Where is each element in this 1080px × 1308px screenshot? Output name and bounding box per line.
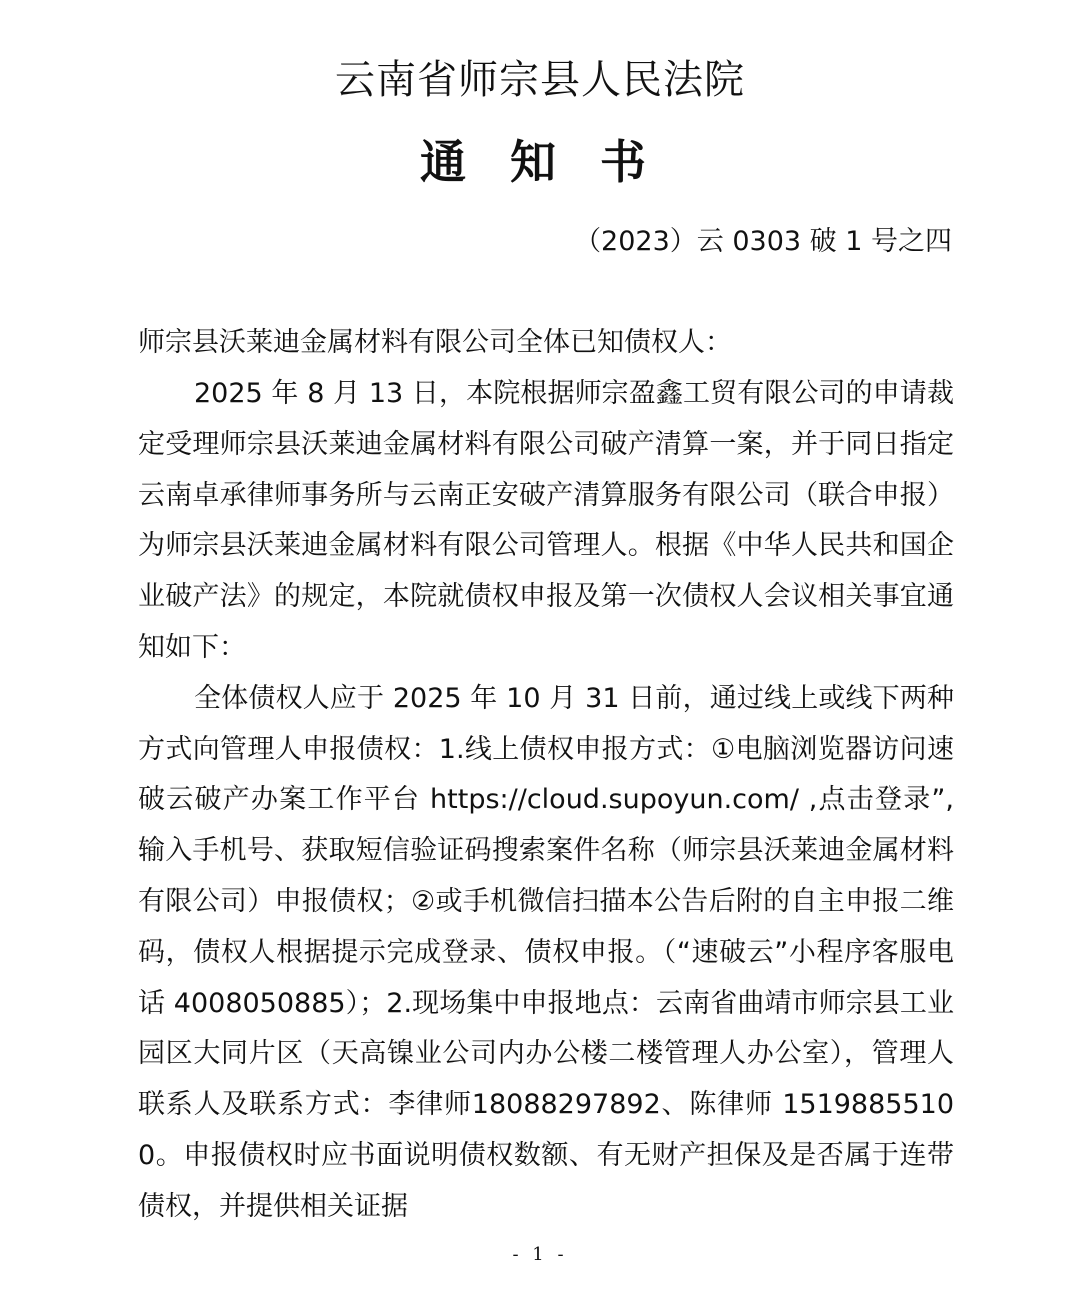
paragraph-acceptance: 2025 年 8 月 13 日，本院根据师宗盈鑫工贸有限公司的申请裁定受理师宗县沃莱迪金属材料有限公司破产清算一案，并于同日指定云南卓承律师事务所与云南正安破产清算服务有限公司（联合申报）为师宗县沃莱迪金属材料有限公司管理人。根据《中华人民共和国企业破产法》的规定，本院就债权申报及第一次债权人会议相关事宜通知如下： <box>138 378 954 663</box>
notice-body <box>138 369 954 1233</box>
document-title: 通 知 书 <box>419 135 661 189</box>
paragraph-claim-filing: 全体债权人应于 2025 年 10 月 31 日前，通过线上或线下两种方式向管理人申报债权：1.线上债权申报方式：①电脑浏览器访问速破云破产办案工作平台 https://cloud.supoyun.com/ ,点击登录”,输入手机号、获取短信验证码搜索案件名称（师宗县沃莱迪金属材料有限公司）申报债权；②或手机微信扫描本公告后附的自主申报二维码，债权人根据提示完成登录、债权申报。（“速破云”小程序客服电话 4008050885）；2.现场集中申报地点：云南省曲靖市师宗县工业园区大同片区（天高镍业公司内办公楼二楼管理人办公室），管理人联系人及联系方式：李律师18088297892、陈律师 15198855100。申报债权时应书面说明债权数额、有无财产担保及是否属于连带债权，并提供相关证据 <box>138 682 954 1222</box>
page-number: - 1 - <box>512 1244 568 1265</box>
court-name: 云南省师宗县人民法院 <box>335 57 745 103</box>
case-number: （2023）云 0303 破 1 号之四 <box>574 226 952 257</box>
addressee: 师宗县沃莱迪金属材料有限公司全体已知债权人： <box>138 327 732 358</box>
